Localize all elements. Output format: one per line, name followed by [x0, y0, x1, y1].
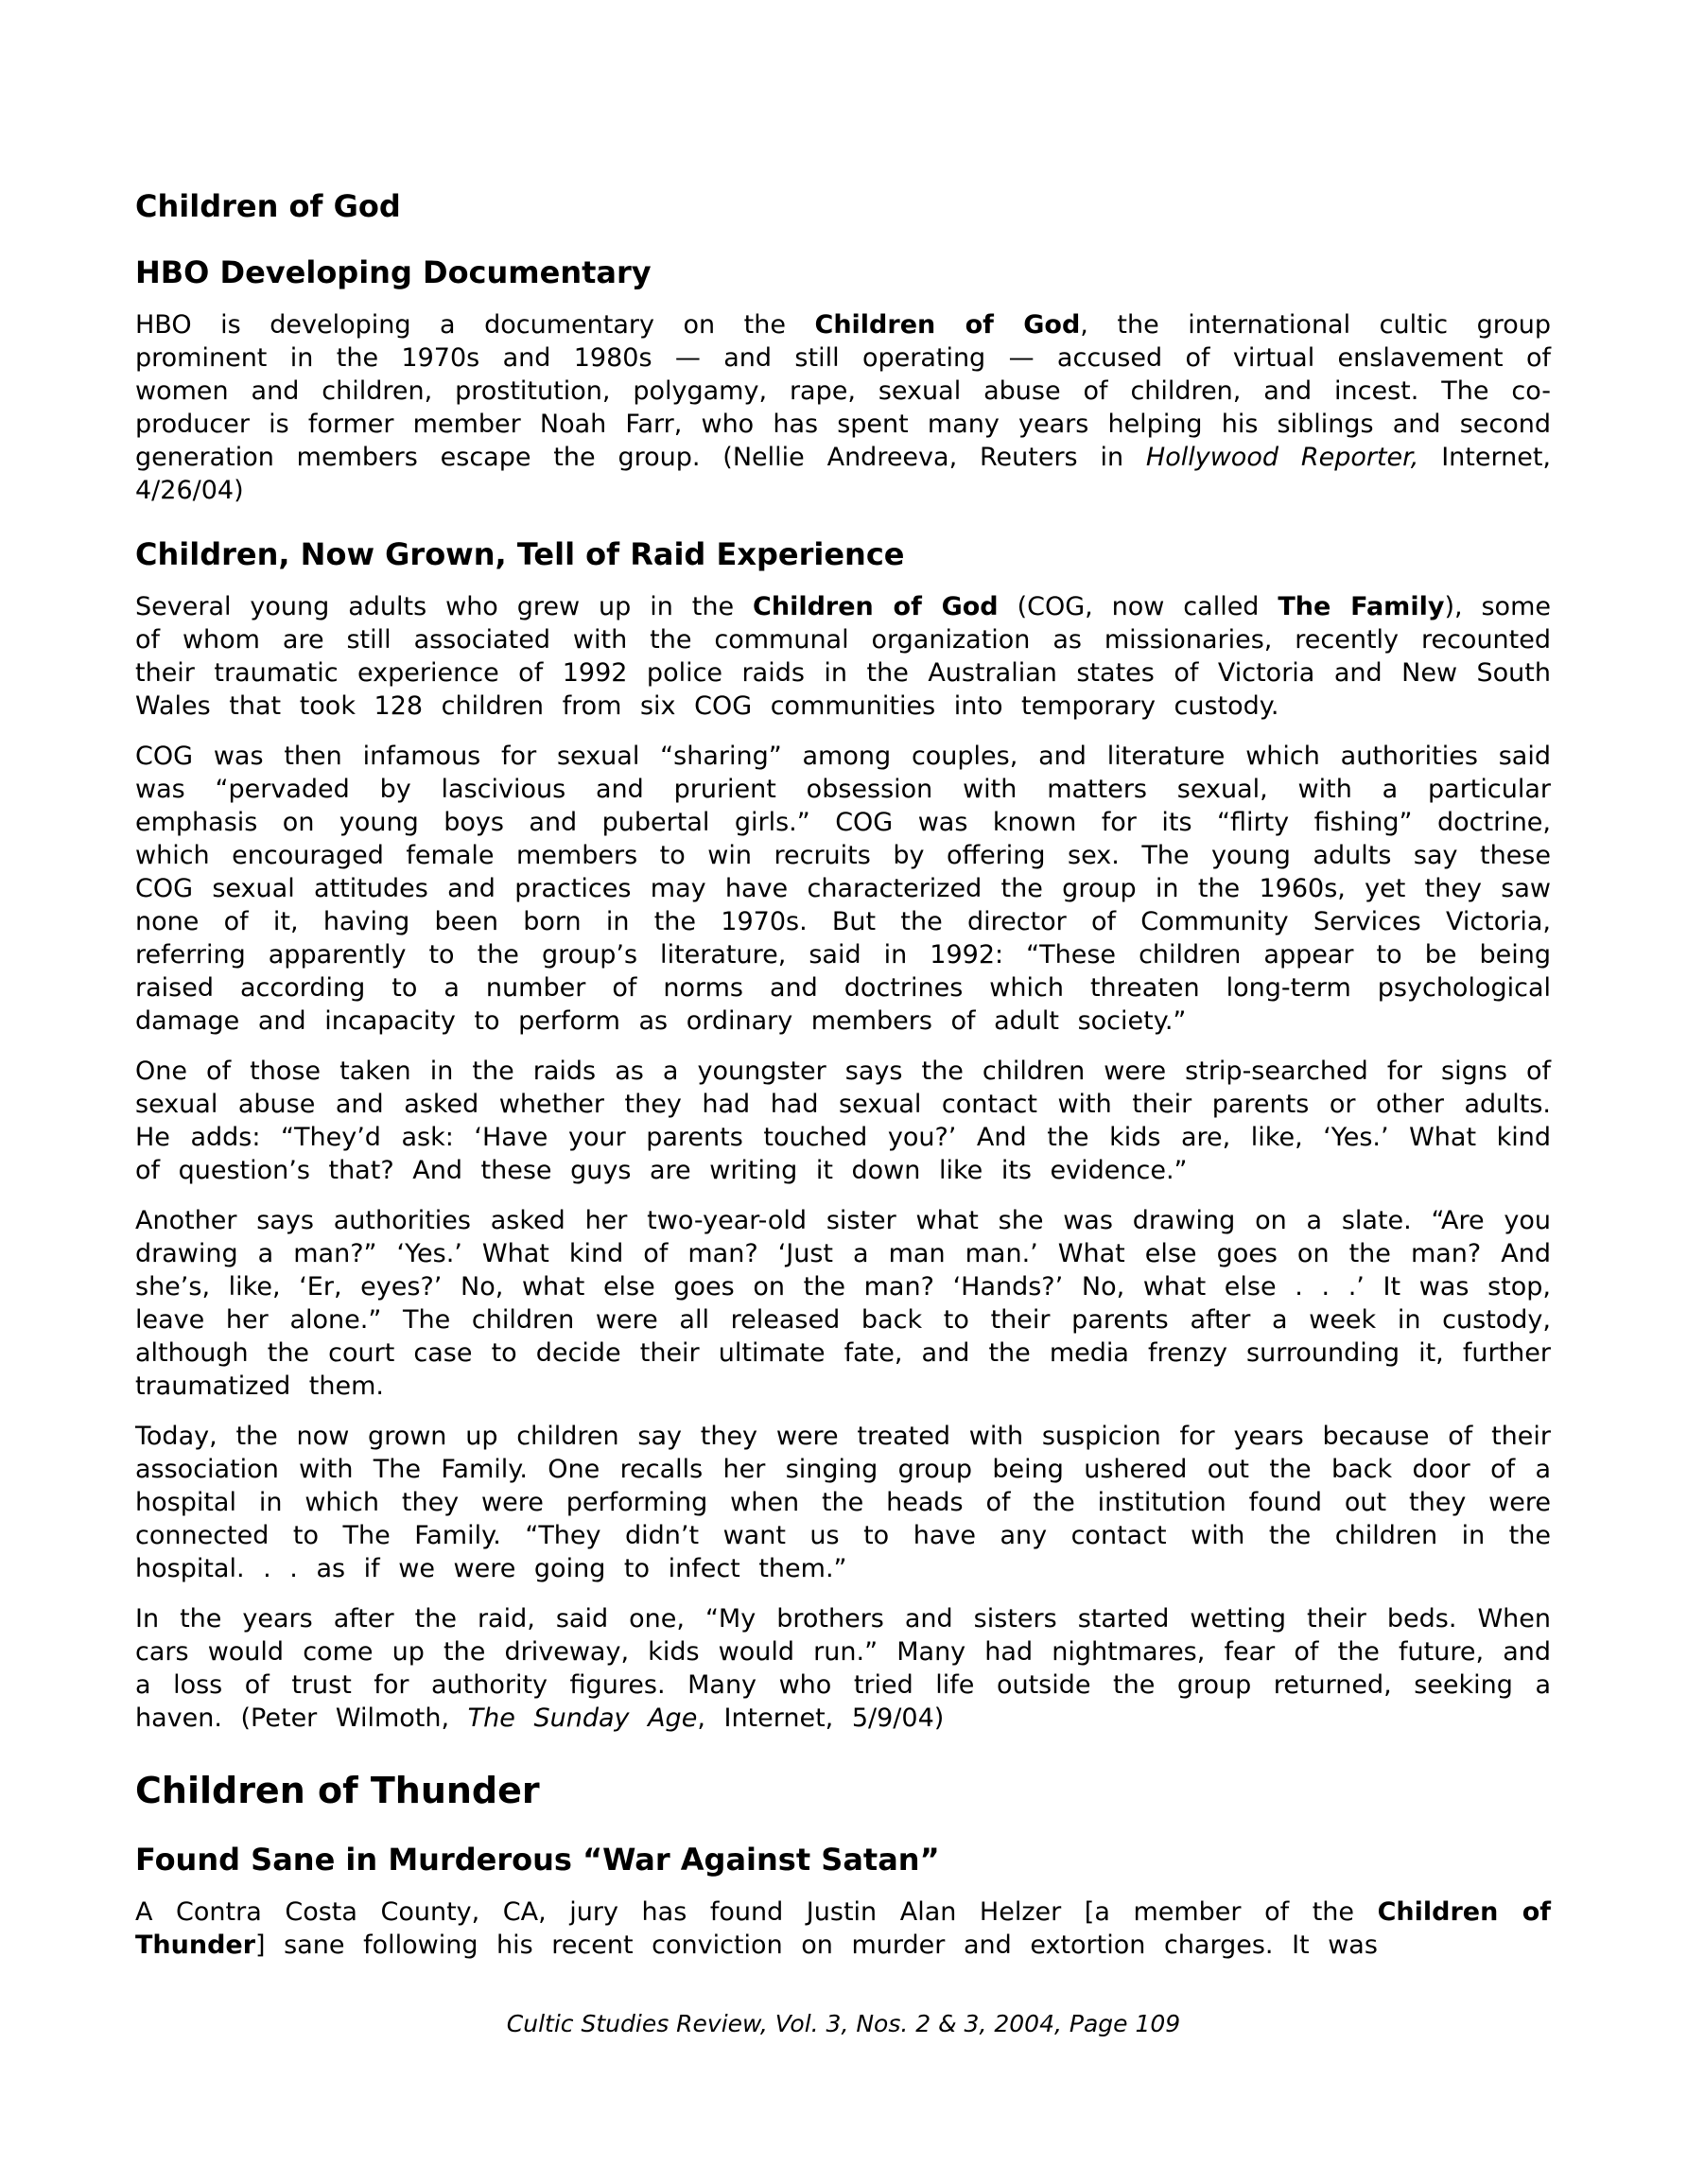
text-run: Children of Thunder — [135, 1897, 1552, 1960]
text-run: COG was then infamous for sexual “sharing” among couples, and literature which authorities said was “pervaded by lascivious and prurient obsession with matters sexual, with a particular emphasis on young boys and pubertal girls.” COG was known for its “flirty fishing” doctrine, which encouraged female members to win recruits by offering sex. The young adults say these COG sexual attitudes and practices may have characterized the group in the 1960s, yet they saw none of it, having been born in the 1970s. But the director of Community Services Victoria, referring apparently to the group’s literature, said in 1992: “These children appear to be being raised according to a number of norms and doctrines which threaten long-term psychological damage and incapacity to perform as ordinary members of adult society.” — [135, 742, 1551, 1036]
text-run: The Family — [1278, 592, 1445, 621]
text-run: , Internet, 5/9/04) — [697, 1704, 945, 1733]
text-run: Another says authorities asked her two-year-old sister what she was drawing on a slate. “Are you drawing a man?” ‘Yes.’ What kind of man? ‘Just a man man.’ What else goes on the man? And she’s, like, ‘Er, eyes?’ No, what else goes on the man? ‘Hands?’ No, what else . . .’ It was stop, leave her alone.” The children were all released back to their parents after a week in custody, although the court case to decide their ultimate fate, and the media frenzy surrounding it, further traumatized them. — [135, 1206, 1551, 1401]
heading-children-of-god: Children of God — [135, 188, 401, 224]
text-run: ] sane following his recent conviction on murder and extortion charges. It was — [255, 1931, 1378, 1960]
paragraph-hbo-documentary — [135, 308, 1551, 507]
article-body — [135, 187, 1551, 1979]
text-run: Several young adults who grew up in the — [135, 592, 754, 621]
heading-found-sane: Found Sane in Murderous “War Against Satan” — [135, 1842, 940, 1878]
page-footer: Cultic Studies Review, Vol. 3, Nos. 2 & 3, 2004, Page 109 — [506, 2010, 1181, 2037]
text-run: A Contra Costa County, CA, jury has found Justin Alan Helzer [a member of the — [135, 1897, 1378, 1927]
text-run: The Sunday Age — [467, 1704, 698, 1733]
paragraph-raid-4 — [135, 1204, 1551, 1403]
text-run: Internet, 4/26/04) — [135, 443, 1551, 505]
text-run: Children of God — [814, 310, 1081, 340]
paragraph-raid-5 — [135, 1420, 1551, 1585]
text-run: Today, the now grown up children say they were treated with suspicion for years because of their association with The Family. One recalls her singing group being ushered out the back door of a hospital in which they were performing when the heads of the institution found out they were connected to The Family. “They didn’t want us to have any contact with the children in the hospital. . . as if we were going to infect them.” — [135, 1422, 1551, 1583]
paragraph-thunder — [135, 1896, 1551, 1962]
text-run: (COG, now called — [998, 592, 1278, 621]
paragraph-raid-1 — [135, 590, 1551, 723]
text-run: , the international cultic group prominent in the 1970s and 1980s — and still operating — accused of virtual enslavement of women and children, prostitution, polygamy, rape, sexual abuse of children, and incest. The co-producer is former member Noah Farr, who has spent many years helping his siblings and second generation members escape the group. (Nellie Andreeva, Reuters in — [135, 310, 1551, 472]
paragraph-raid-3 — [135, 1055, 1551, 1187]
text-run: Hollywood Reporter, — [1145, 443, 1419, 472]
text-run: Children of God — [753, 592, 999, 621]
text-run: ), some of whom are still associated with the communal organization as missionaries, recently recounted their traumatic experience of 1992 police raids in the Australian states of Victoria and New South Wales that took 128 children from six COG communities into temporary custody. — [135, 592, 1551, 721]
text-run: HBO is developing a documentary on the — [135, 310, 815, 340]
heading-children-now-grown: Children, Now Grown, Tell of Raid Experience — [135, 536, 905, 572]
heading-hbo-developing-documentary: HBO Developing Documentary — [135, 254, 652, 290]
paragraph-raid-2 — [135, 740, 1551, 1038]
text-run: One of those taken in the raids as a youngster says the children were strip-searched for signs of sexual abuse and asked whether they had had sexual contact with their parents or other adults. He adds: “They’d ask: ‘Have your parents touched you?’ And the kids are, like, ‘Yes.’ What kind of question’s that? And these guys are writing it down like its evidence.” — [135, 1057, 1551, 1185]
heading-children-of-thunder: Children of Thunder — [135, 1770, 540, 1811]
paragraph-raid-6 — [135, 1602, 1551, 1735]
text-run: In the years after the raid, said one, “My brothers and sisters started wetting their beds. When cars would come up the driveway, kids would run.” Many had nightmares, fear of the future, and a loss of trust for authority figures. Many who tried life outside the group returned, seeking a haven. (Peter Wilmoth, — [135, 1604, 1551, 1733]
